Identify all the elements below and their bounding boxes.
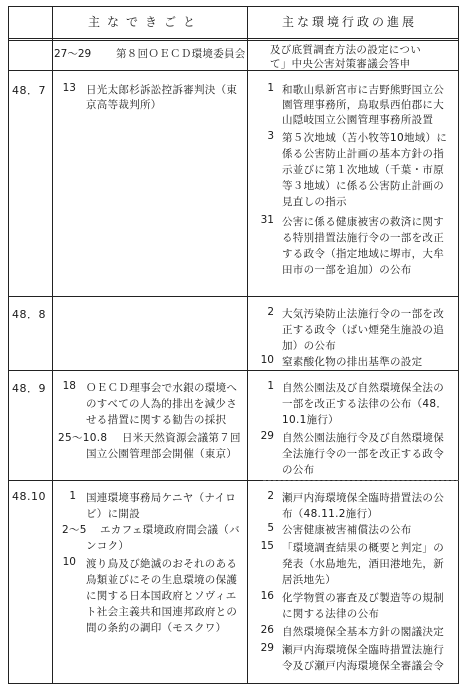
event-line: のすべての人為的排出を減少さ [86,398,237,410]
row-rule [8,296,459,297]
event-line: 渡り鳥及び絶滅のおそれのある [86,558,238,570]
event-line: ト社会主義共和国連邦政府との [86,606,238,618]
env-line: 公害に係る健康被害の救済に関す [282,216,444,228]
env-day: 2 [267,306,274,318]
env-line: 自然環境保全基本方針の閣議決定 [282,626,444,638]
env-line: 示並びに第１次地域（千葉・市原 [282,164,444,176]
event-line: 国連環境事務局ケニヤ（ナイロ [86,492,237,504]
header-events: 主なできごと [88,15,203,29]
env-line: 全法施行令の一部を改正する政令 [282,448,444,460]
env-line: 山隠岐国立公園管理事務所設置 [282,114,434,126]
env-day: 31 [260,214,274,226]
env-line: 発表（水島地先，酒田港地先，新 [282,558,444,570]
env-line: 化学物質の審査及び製造等の規制 [282,592,444,604]
event-day: 18 [62,380,76,392]
env-line: 布（48.11.2施行） [282,508,379,520]
env-line: 正する政令（ばい煙発生施設の追 [282,324,444,336]
row-rule-dashed [263,480,459,481]
env-day: 29 [260,430,274,442]
event-line: 国立公園管理部会開催（東京） [86,448,238,460]
event-line: ビ）に開設 [86,508,140,520]
event-day: 27～29 [54,48,92,60]
event-day: 13 [62,82,76,94]
event-day: 2～5 [62,524,87,536]
env-line: 居浜地先） [282,574,336,586]
event-line: 日米天然資源会議第７回 [122,432,241,444]
env-day: 1 [267,380,274,392]
event-line: ンコク） [86,540,130,552]
env-line: 自然公園法施行令及び自然環境保 [282,432,444,444]
column-divider-env [247,6,248,684]
env-line: 見直しの指示 [282,196,347,208]
env-line: 加）の公布 [282,340,336,352]
env-line: 令及び瀬戸内海環境保全審議会令 [282,660,444,672]
year-label: 48．9 [12,382,46,395]
env-line: 自然公園法及び自然環境保全法の [282,382,444,394]
event-line: 間の条約の調印（モスクワ） [86,622,227,634]
env-day: 2 [267,490,274,502]
event-day: 25～10.8 [58,432,108,444]
env-day: 3 [267,130,274,142]
header-rule [8,38,459,41]
env-day: 29 [260,642,274,654]
env-day: 1 [267,82,274,94]
event-line: 京高等裁判所） [86,99,162,111]
event-line: 鳥類並びにその生息環境の保護 [86,574,238,586]
env-line: 等３地域）に係る公害防止計画の [282,180,444,192]
env-line: 瀬戸内海環境保全臨時措置法施行 [282,644,444,656]
env-line: 田市の一部を追加）の公布 [282,264,412,276]
env-line: て」中央公害対策審議会答申 [270,58,411,70]
event-line: 第８回ＯＥＣＤ環境委員会 [116,48,246,60]
event-line: ＯＥＣＤ理事会で水銀の環境へ [86,382,238,394]
env-day: 5 [267,522,274,534]
env-line: 園管理事務所，鳥取県西伯郡に大 [282,99,444,111]
env-line: の公布 [282,464,315,476]
year-label: 48．8 [12,308,46,321]
header-env: 主な環境行政の進展 [282,15,418,29]
env-line: 「環境調査結果の概要と判定」の [282,542,444,554]
env-line: 10.1施行） [282,414,339,426]
env-line: 一部を改正する法律の公布（48． [282,398,448,410]
env-line: に関する法律の公布 [282,608,380,620]
env-line: 和歌山県新宮市に吉野熊野国立公 [282,84,444,96]
env-line: 大気汚染防止法施行令の一部を改 [282,308,444,320]
env-line: 係る公害防止計画の基本方針の指 [282,148,444,160]
env-line: する政令（指定地域に堺市，大牟 [282,248,444,260]
event-line: 日光太郎杉訴訟控訴審判決（東 [86,84,238,96]
event-line: に関する日本国政府とソヴィエ [86,590,237,602]
env-day: 16 [260,590,274,602]
env-line: 窒素酸化物の排出基準の設定 [282,356,423,368]
env-line: 第５次地域（苫小牧等10地域）に [282,132,448,144]
env-line: る特別措置法施行令の一部を改正 [282,232,444,244]
env-line: 公害健康被害補償法の公布 [282,524,412,536]
env-line: 瀬戸内海環境保全臨時措置法の公 [282,492,444,504]
year-label: 48．7 [12,84,46,97]
event-line: せる措置に関する勧告の採択 [86,414,227,426]
env-line: 及び底質調査方法の設定につい [270,44,421,56]
row-rule [8,370,459,371]
event-day: 1 [69,490,76,502]
event-line: エカフェ環境政府間会議（バ [100,524,240,536]
event-day: 10 [62,556,76,568]
env-day: 10 [260,354,274,366]
year-label: 48.10 [12,490,46,503]
env-day: 15 [260,540,274,552]
column-divider-year [52,6,53,684]
env-day: 26 [260,624,274,636]
